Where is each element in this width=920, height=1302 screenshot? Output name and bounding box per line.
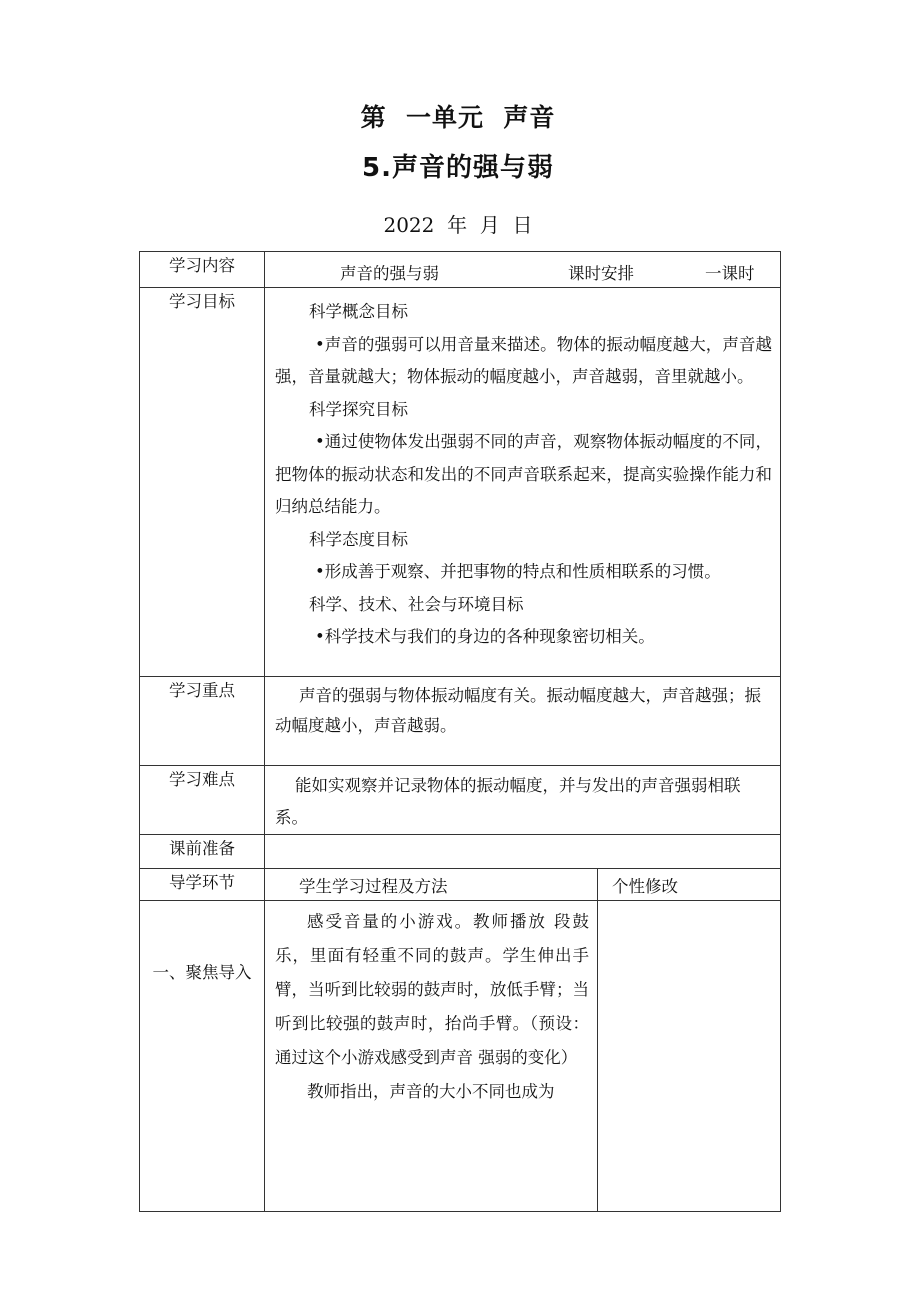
modify-header-cell bbox=[598, 869, 781, 901]
intro-modify-cell bbox=[598, 901, 781, 1212]
intro-stage-label: 一、聚焦导入 bbox=[140, 901, 265, 1212]
intro-paragraph-1: 感受音量的小游戏。教师播放 段鼓乐，里面有轻重不同的鼓声。学生伸出手臂，当听到比较弱的鼓声时，放低手臂；当听到比较强的鼓声时，抬尚手臂。（预设：通过这个小游戏感受到声音 强弱的变化） bbox=[275, 912, 589, 1067]
lesson-title: 5.声音的强与弱 bbox=[362, 153, 554, 183]
difficulty-text: 能如实观察并记录物体的振动幅度，并与发出的声音强弱相联系。 bbox=[275, 776, 741, 827]
table-row-content bbox=[140, 252, 781, 288]
difficulty-label: 学习难点 bbox=[140, 766, 265, 835]
goal-heading-stse: 科学、技术、社会与环境目标 bbox=[309, 594, 524, 614]
key-points-text: 声音的强弱与物体振动幅度有关。振动幅度越大，声音越强；振动幅度越小，声音越弱。 bbox=[275, 686, 761, 735]
goal-body-attitude: •形成善于观察、并把事物的特点和性质相联系的习惯。 bbox=[315, 562, 721, 581]
stage-header: 导学环节 bbox=[140, 869, 265, 901]
difficulty-cell bbox=[265, 766, 781, 835]
process-header: 学生学习过程及方法 bbox=[299, 876, 448, 896]
goal-body-inquiry: •通过使物体发出强弱不同的声音，观察物体振动幅度的不同，把物体的振动状态和发出的不同声音联系起来，提高实验操作能力和归纳总结能力。 bbox=[275, 432, 772, 516]
preparation-label: 课前准备 bbox=[140, 835, 265, 869]
table-row-difficulty bbox=[140, 766, 781, 835]
schedule-value: 一课时 bbox=[705, 264, 755, 283]
goal-body-stse: •科学技术与我们的身边的各种现象密切相关。 bbox=[315, 627, 655, 646]
table-row-goals bbox=[140, 288, 781, 677]
intro-process-cell bbox=[265, 901, 598, 1212]
goal-heading-concept: 科学概念目标 bbox=[309, 302, 408, 321]
table-row-column-headers bbox=[140, 869, 781, 901]
table-row-intro bbox=[140, 901, 781, 1212]
unit-title: 第 一单元 声音 bbox=[360, 103, 556, 132]
key-points-label: 学习重点 bbox=[140, 677, 265, 766]
content-label: 学习内容 bbox=[140, 252, 265, 288]
key-points-cell bbox=[265, 677, 781, 766]
goal-body-concept: •声音的强弱可以用音量来描述。物体的振动幅度越大，声音越强，音量就越大；物体振动的幅度越小，声音越弱，音里就越小。 bbox=[275, 334, 772, 386]
content-cell bbox=[265, 252, 781, 288]
content-topic: 声音的强与弱 bbox=[340, 264, 439, 283]
intro-paragraph-2: 教师指出，声音的大小不同也成为 bbox=[307, 1082, 555, 1101]
date-line: 2022 年 月 日 bbox=[383, 213, 533, 237]
goals-label: 学习目标 bbox=[140, 288, 265, 677]
lesson-plan-table bbox=[139, 251, 781, 1212]
goals-cell bbox=[265, 288, 781, 677]
goal-heading-attitude: 科学态度目标 bbox=[309, 529, 408, 549]
table-row-preparation bbox=[140, 835, 781, 869]
modify-header: 个性修改 bbox=[612, 876, 678, 896]
goal-heading-inquiry: 科学探究目标 bbox=[309, 399, 408, 419]
schedule-label: 课时安排 bbox=[568, 264, 634, 283]
table-row-key-points bbox=[140, 677, 781, 766]
preparation-cell bbox=[265, 835, 781, 869]
process-header-cell bbox=[265, 869, 598, 901]
